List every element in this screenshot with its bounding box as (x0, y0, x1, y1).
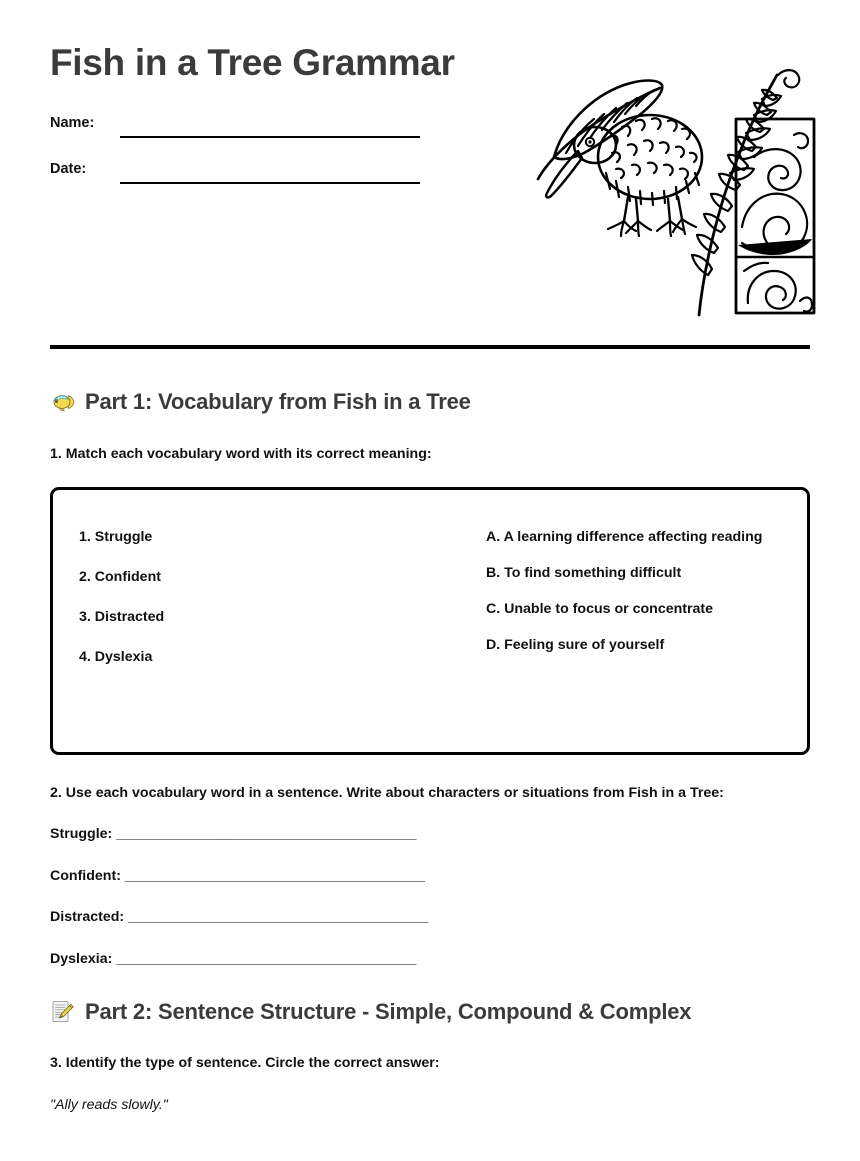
list-item[interactable]: C. Unable to focus or concentrate (486, 601, 714, 617)
sentence-row-dyslexia (50, 951, 416, 967)
list-item[interactable]: 4. Dyslexia (79, 649, 153, 665)
list-item[interactable]: 1. Struggle (79, 529, 153, 545)
list-item[interactable]: B. To find something difficult (486, 565, 682, 581)
vocabulary-words-column (53, 526, 430, 752)
sentence-row-label: Confident: (50, 868, 121, 884)
sentence-answer-line[interactable]: _______________________________________ (116, 826, 417, 842)
sentence-row-label: Distracted: (50, 909, 125, 925)
name-input-line[interactable] (120, 136, 420, 138)
part1-heading (50, 389, 471, 415)
header-divider (50, 345, 810, 349)
sentence-row-confident (50, 868, 425, 884)
date-field-label: Date: (50, 160, 87, 177)
name-field-label: Name: (50, 114, 95, 131)
sentence-row-struggle (50, 826, 416, 842)
part2-heading (50, 999, 691, 1025)
question-2-prompt: 2. Use each vocabulary word in a sentence. Write about characters or situations from Fish in a Tree: (50, 785, 724, 801)
date-field-row (50, 161, 520, 207)
worksheet-header (50, 44, 520, 207)
sentence-row-label: Struggle: (50, 826, 113, 842)
name-field-row (50, 115, 520, 161)
sentence-answer-line[interactable]: _______________________________________ (124, 868, 425, 884)
sentence-row-label: Dyslexia: (50, 951, 113, 967)
list-item[interactable]: 3. Distracted (79, 609, 165, 625)
page-title: Fish in a Tree Grammar (50, 42, 455, 83)
question-3-prompt: 3. Identify the type of sentence. Circle the correct answer: (50, 1055, 440, 1071)
part2-heading-label: Part 2: Sentence Structure - Simple, Compound & Complex (85, 999, 692, 1024)
part1-heading-label: Part 1: Vocabulary from Fish in a Tree (85, 389, 471, 414)
vocabulary-matching-box (50, 487, 810, 755)
list-item[interactable]: D. Feeling sure of yourself (486, 637, 665, 653)
sentence-answer-line[interactable]: _______________________________________ (116, 951, 417, 967)
fern-frond-icon (692, 70, 799, 315)
question-1-prompt: 1. Match each vocabulary word with its correct meaning: (50, 446, 432, 462)
example-sentence: "Ally reads slowly." (50, 1097, 168, 1113)
kiwi-bird-fern-maori-carving-illustration (532, 57, 822, 325)
sentence-answer-line[interactable]: _______________________________________ (128, 909, 429, 925)
list-item[interactable]: A. A learning difference affecting reading (486, 529, 763, 545)
sentence-row-distracted (50, 909, 428, 925)
vocabulary-meanings-column (430, 526, 807, 752)
kiwi-bird-icon (546, 115, 702, 236)
date-input-line[interactable] (120, 182, 420, 184)
memo-icon (50, 999, 76, 1025)
list-item[interactable]: 2. Confident (79, 569, 161, 585)
tropical-fish-icon (50, 389, 76, 415)
